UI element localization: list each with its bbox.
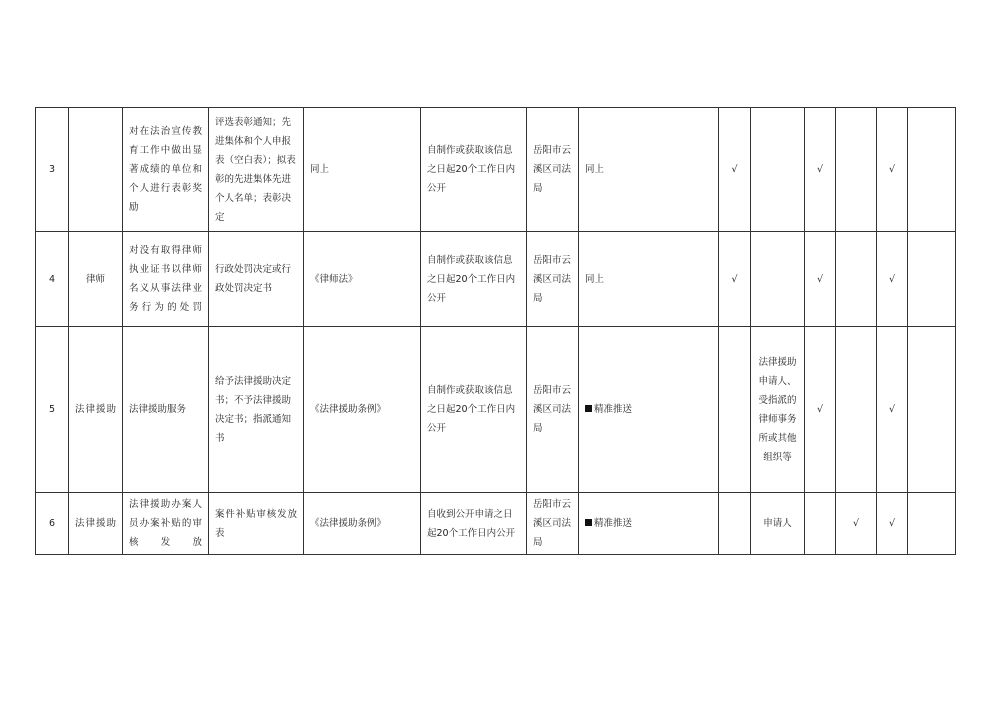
scope-cell (751, 232, 805, 327)
disclosure-table (35, 107, 956, 555)
scope-cell: 法律援助申请人、受指派的律师事务所或其他组织等 (751, 327, 805, 493)
content-cell: 案件补贴审核发放表 (209, 493, 304, 555)
square-bullet-icon (585, 405, 592, 412)
check-cell (908, 493, 956, 555)
check-cell: √ (719, 108, 751, 232)
check-cell: √ (719, 232, 751, 327)
check-cell: √ (836, 493, 877, 555)
channel-text: 精准推送 (594, 518, 633, 529)
subject-cell: 岳阳市云溪区司法局 (527, 232, 579, 327)
scope-cell: 申请人 (751, 493, 805, 555)
check-cell (805, 493, 836, 555)
category-cell (69, 108, 123, 232)
check-cell (908, 232, 956, 327)
check-cell: √ (877, 108, 908, 232)
item-cell: 对没有取得律师执业证书以律师名义从事法律业务行为的处罚 (123, 232, 209, 327)
content-cell: 行政处罚决定或行政处罚决定书 (209, 232, 304, 327)
scope-cell (751, 108, 805, 232)
table-row (36, 108, 956, 232)
subject-cell: 岳阳市云溪区司法局 (527, 108, 579, 232)
check-cell (836, 108, 877, 232)
channel-text: 精准推送 (594, 404, 633, 415)
channel-cell (579, 327, 719, 493)
time-limit-cell: 自收到公开申请之日起20个工作日内公开 (421, 493, 527, 555)
check-cell (908, 108, 956, 232)
table-row (36, 232, 956, 327)
time-limit-cell: 自制作或获取该信息之日起20个工作日内公开 (421, 327, 527, 493)
channel-cell: 同上 (579, 108, 719, 232)
channel-cell: 同上 (579, 232, 719, 327)
category-cell: 法律援助 (69, 493, 123, 555)
subject-cell: 岳阳市云溪区司法局 (527, 327, 579, 493)
check-cell (836, 232, 877, 327)
item-cell: 法律援助办案人员办案补贴的审核发放 (123, 493, 209, 555)
basis-cell: 《律师法》 (304, 232, 421, 327)
check-cell: √ (805, 327, 836, 493)
content-cell: 评选表彰通知；先进集体和个人申报表（空白表）；拟表彰的先进集体先进个人名单；表彰决定 (209, 108, 304, 232)
category-cell: 法律援助 (69, 327, 123, 493)
content-cell: 给予法律援助决定书；不予法律援助决定书；指派通知书 (209, 327, 304, 493)
category-cell: 律师 (69, 232, 123, 327)
basis-cell: 《法律援助条例》 (304, 493, 421, 555)
channel-cell (579, 493, 719, 555)
check-cell: √ (877, 327, 908, 493)
check-cell: √ (805, 108, 836, 232)
row-number: 6 (36, 493, 69, 555)
item-cell: 法律援助服务 (123, 327, 209, 493)
check-cell (908, 327, 956, 493)
time-limit-cell: 自制作或获取该信息之日起20个工作日内公开 (421, 232, 527, 327)
check-cell: √ (877, 232, 908, 327)
square-bullet-icon (585, 519, 592, 526)
row-number: 4 (36, 232, 69, 327)
check-cell: √ (877, 493, 908, 555)
check-cell: √ (805, 232, 836, 327)
subject-cell: 岳阳市云溪区司法局 (527, 493, 579, 555)
basis-cell: 《法律援助条例》 (304, 327, 421, 493)
table-row (36, 493, 956, 555)
check-cell (719, 327, 751, 493)
time-limit-cell: 自制作或获取该信息之日起20个工作日内公开 (421, 108, 527, 232)
check-cell (836, 327, 877, 493)
row-number: 3 (36, 108, 69, 232)
row-number: 5 (36, 327, 69, 493)
basis-cell: 同上 (304, 108, 421, 232)
check-cell (719, 493, 751, 555)
table-row (36, 327, 956, 493)
item-cell: 对在法治宣传教育工作中做出显著成绩的单位和个人进行表彰奖励 (123, 108, 209, 232)
